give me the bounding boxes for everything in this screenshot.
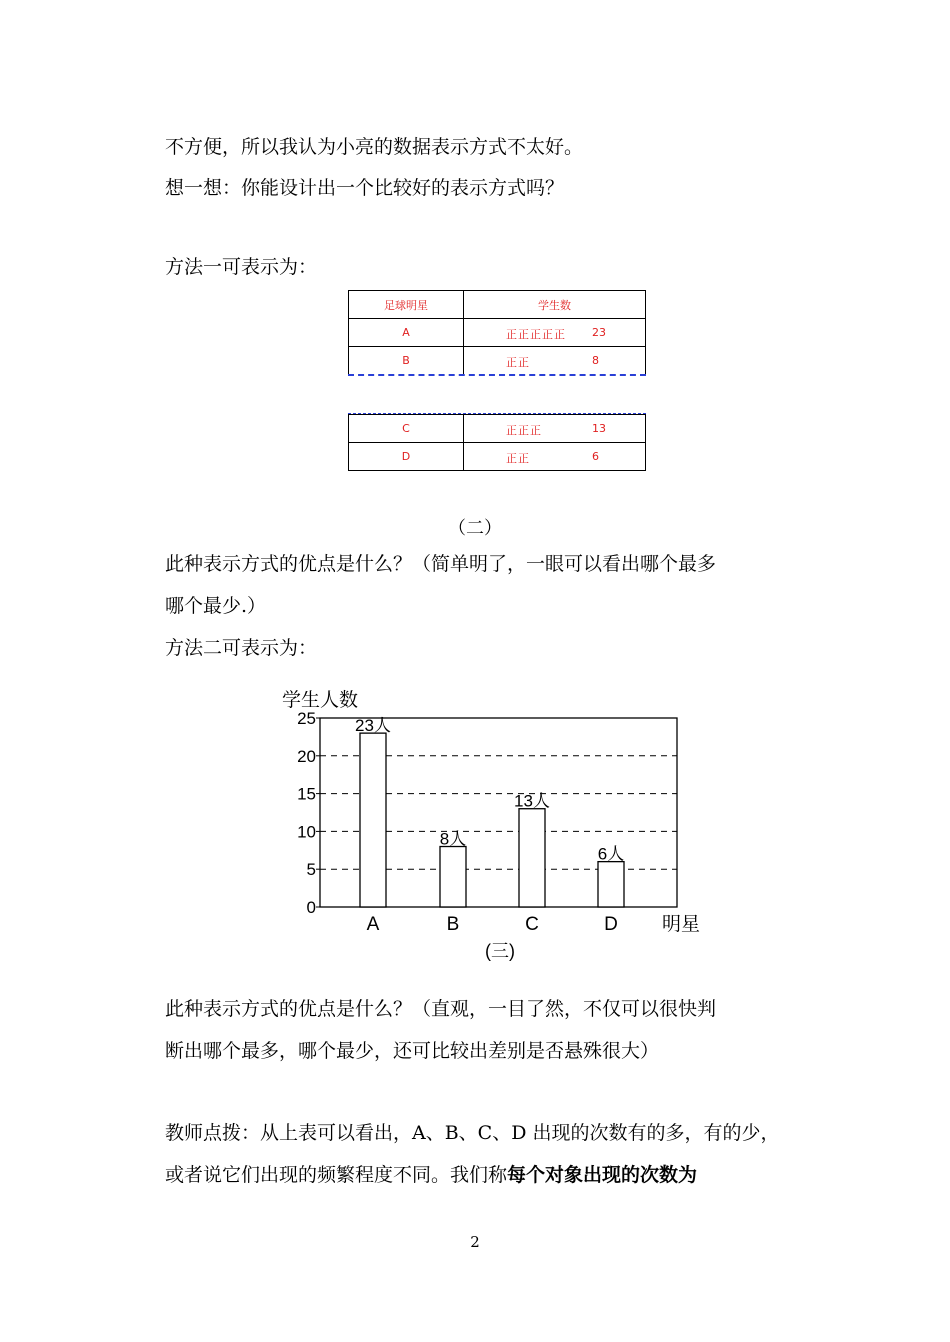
paragraph-4a: 此种表示方式的优点是什么？（简单明了，一眼可以看出哪个最多 <box>165 553 717 575</box>
row-tally <box>464 415 646 443</box>
tally-marks: 正正 <box>506 356 530 369</box>
student-count-bar-chart <box>0 680 950 970</box>
paragraph-2: 想一想：你能设计出一个比较好的表示方式吗？ <box>165 177 565 199</box>
y-tick-label: 10 <box>297 822 316 842</box>
row-name: D <box>349 443 464 471</box>
row-tally <box>464 443 646 471</box>
tally-marks: 正正正 <box>506 424 542 437</box>
table-cut-line-top <box>348 374 646 376</box>
y-tick-label: 15 <box>297 784 316 804</box>
bar-B <box>440 847 466 907</box>
figure-caption-2: （二） <box>448 518 502 539</box>
method-two-label: 方法二可表示为： <box>165 637 318 659</box>
method-one-label: 方法一可表示为： <box>165 256 318 278</box>
tally-marks: 正正 <box>506 452 530 465</box>
y-tick-label: 0 <box>306 898 316 917</box>
tally-count: 23 <box>592 326 606 339</box>
x-tick-label: C <box>525 914 539 935</box>
tally-table-top <box>348 290 646 374</box>
paragraph-1: 不方便，所以我认为小亮的数据表示方式不太好。 <box>165 136 584 158</box>
x-tick-label: A <box>366 914 380 935</box>
x-tick-label: D <box>604 914 618 935</box>
data-label: 8人 <box>439 829 467 849</box>
row-tally <box>464 347 646 375</box>
y-tick-label: 5 <box>306 860 316 880</box>
page-number: 2 <box>470 1233 480 1251</box>
header-cell-star: 足球明星 <box>349 291 464 319</box>
chart-caption: (三) <box>485 941 515 961</box>
row-name: B <box>349 347 464 375</box>
tally-count: 8 <box>592 354 599 367</box>
tally-count: 13 <box>592 422 606 435</box>
paragraph-6b: 断出哪个最多，哪个最少，还可比较出差别是否悬殊很大） <box>165 1040 660 1062</box>
data-label: 6人 <box>597 844 625 864</box>
table-row <box>349 443 646 471</box>
y-axis-label: 学生人数 <box>282 690 359 711</box>
paragraph-7a: 教师点拨：从上表可以看出，A、B、C、D 出现的次数有的多，有的少， <box>165 1122 780 1144</box>
table-row <box>349 291 646 319</box>
y-tick-label: 20 <box>297 746 316 766</box>
row-name: A <box>349 319 464 347</box>
tally-count: 6 <box>592 450 599 463</box>
row-tally <box>464 319 646 347</box>
paragraph-7b-text: 或者说它们出现的频繁程度不同。我们称 <box>165 1164 508 1186</box>
tally-marks: 正正正正正 <box>506 328 566 341</box>
header-cell-count <box>464 291 646 319</box>
table-row <box>349 415 646 443</box>
paragraph-7b <box>165 1163 697 1187</box>
x-axis-label: 明星 <box>662 914 701 935</box>
y-tick-label: 25 <box>297 709 316 728</box>
bar-A <box>360 733 386 907</box>
row-name: C <box>349 415 464 443</box>
paragraph-6a: 此种表示方式的优点是什么？（直观，一目了然，不仅可以很快判 <box>165 998 717 1020</box>
table-row <box>349 319 646 347</box>
header-count-label: 学生数 <box>538 298 571 312</box>
x-tick-label: B <box>446 914 460 935</box>
tally-table-bottom <box>348 414 646 471</box>
data-label: 13人 <box>514 791 550 811</box>
paragraph-4b: 哪个最少.） <box>165 595 267 617</box>
paragraph-7b-bold: 每个对象出现的次数为 <box>507 1164 698 1186</box>
table-row <box>349 347 646 375</box>
bar-C <box>519 809 545 907</box>
bar-D <box>598 862 624 907</box>
data-label: 23人 <box>355 716 391 736</box>
